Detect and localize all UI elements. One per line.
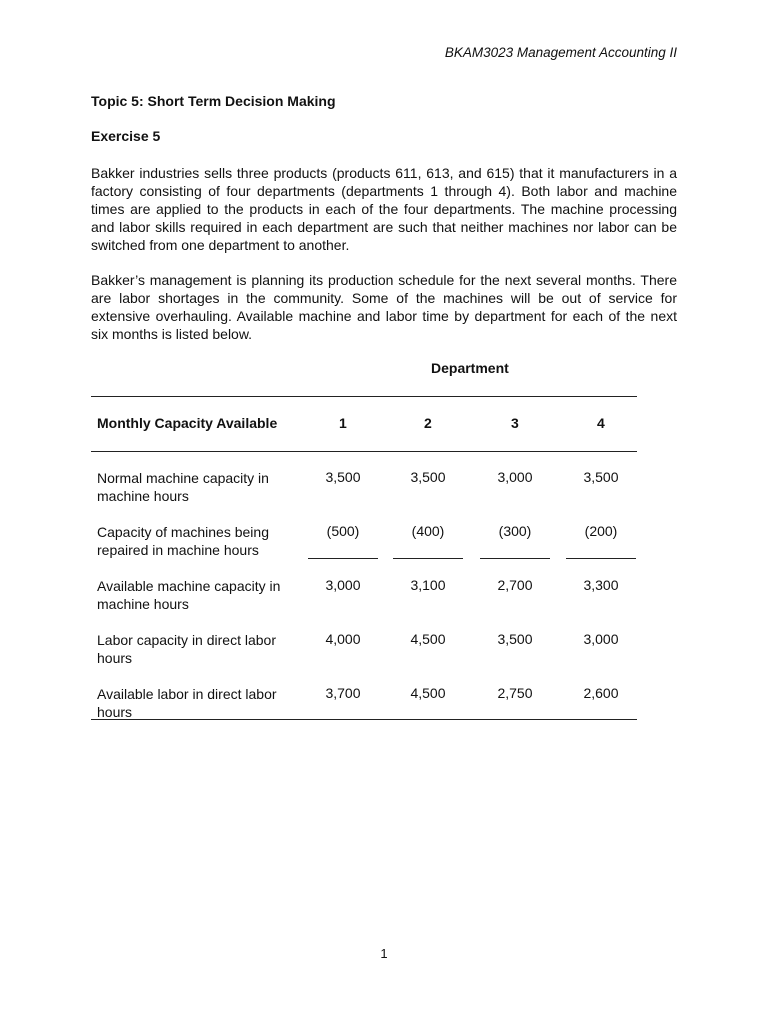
table-cell: 3,500 [410, 469, 446, 485]
column-header-4: 4 [597, 415, 605, 431]
topic-title: Topic 5: Short Term Decision Making [91, 93, 336, 109]
intro-paragraph: Bakker industries sells three products (products 611, 613, and 615) that it manufacturers in a factory consisting of four departments (departments 1 through 4). Both labor and machine times are applied to the products in each of the four departments. The machine processing and labor skills required in each department are such that neither machines nor labor can be switched from one department to another. [91, 165, 677, 253]
row-label: Capacity of machines being repaired in machine hours [97, 524, 269, 558]
subtotal-rule [308, 558, 378, 559]
table-cell: 3,500 [583, 469, 619, 485]
row-label: Available machine capacity in machine hours [97, 578, 281, 612]
column-header-3: 3 [511, 415, 519, 431]
table-cell: 2,700 [497, 577, 533, 593]
exercise-title: Exercise 5 [91, 128, 161, 144]
table-cell: 4,500 [410, 631, 446, 647]
table-cell: (300) [498, 523, 532, 539]
column-header-2: 2 [424, 415, 432, 431]
table-header-rule [91, 451, 637, 452]
subtotal-rule [393, 558, 463, 559]
page-number: 1 [380, 946, 388, 961]
subtotal-rule [566, 558, 636, 559]
table-cell: 3,100 [410, 577, 446, 593]
table-cell: 3,000 [325, 577, 361, 593]
table-cell: 3,000 [497, 469, 533, 485]
table-cell: (400) [411, 523, 445, 539]
table-bottom-rule [91, 719, 637, 720]
table-cell: 2,600 [583, 685, 619, 701]
context-paragraph: Bakker’s management is planning its production schedule for the next several months. There are labor shortages in the community. Some of the machines will be out of service for extensive overhauling. Available machine and labor time by department for each of the next six months is listed below. [91, 272, 677, 342]
subtotal-rule [480, 558, 550, 559]
table-cell: 3,500 [325, 469, 361, 485]
running-header: BKAM3023 Management Accounting II [444, 45, 677, 60]
row-label: Available labor in direct labor hours [97, 686, 277, 720]
table-top-rule [91, 396, 637, 397]
table-cell: (200) [584, 523, 618, 539]
table-cell: 3,700 [325, 685, 361, 701]
department-heading: Department [431, 360, 509, 376]
table-cell: 3,000 [583, 631, 619, 647]
table-cell: 4,500 [410, 685, 446, 701]
table-cell: 2,750 [497, 685, 533, 701]
table-cell: 3,500 [497, 631, 533, 647]
row-label: Normal machine capacity in machine hours [97, 470, 269, 504]
row-label: Labor capacity in direct labor hours [97, 632, 276, 666]
row-header-label: Monthly Capacity Available [97, 415, 278, 431]
table-cell: 4,000 [325, 631, 361, 647]
column-header-1: 1 [339, 415, 347, 431]
table-cell: 3,300 [583, 577, 619, 593]
table-cell: (500) [326, 523, 360, 539]
